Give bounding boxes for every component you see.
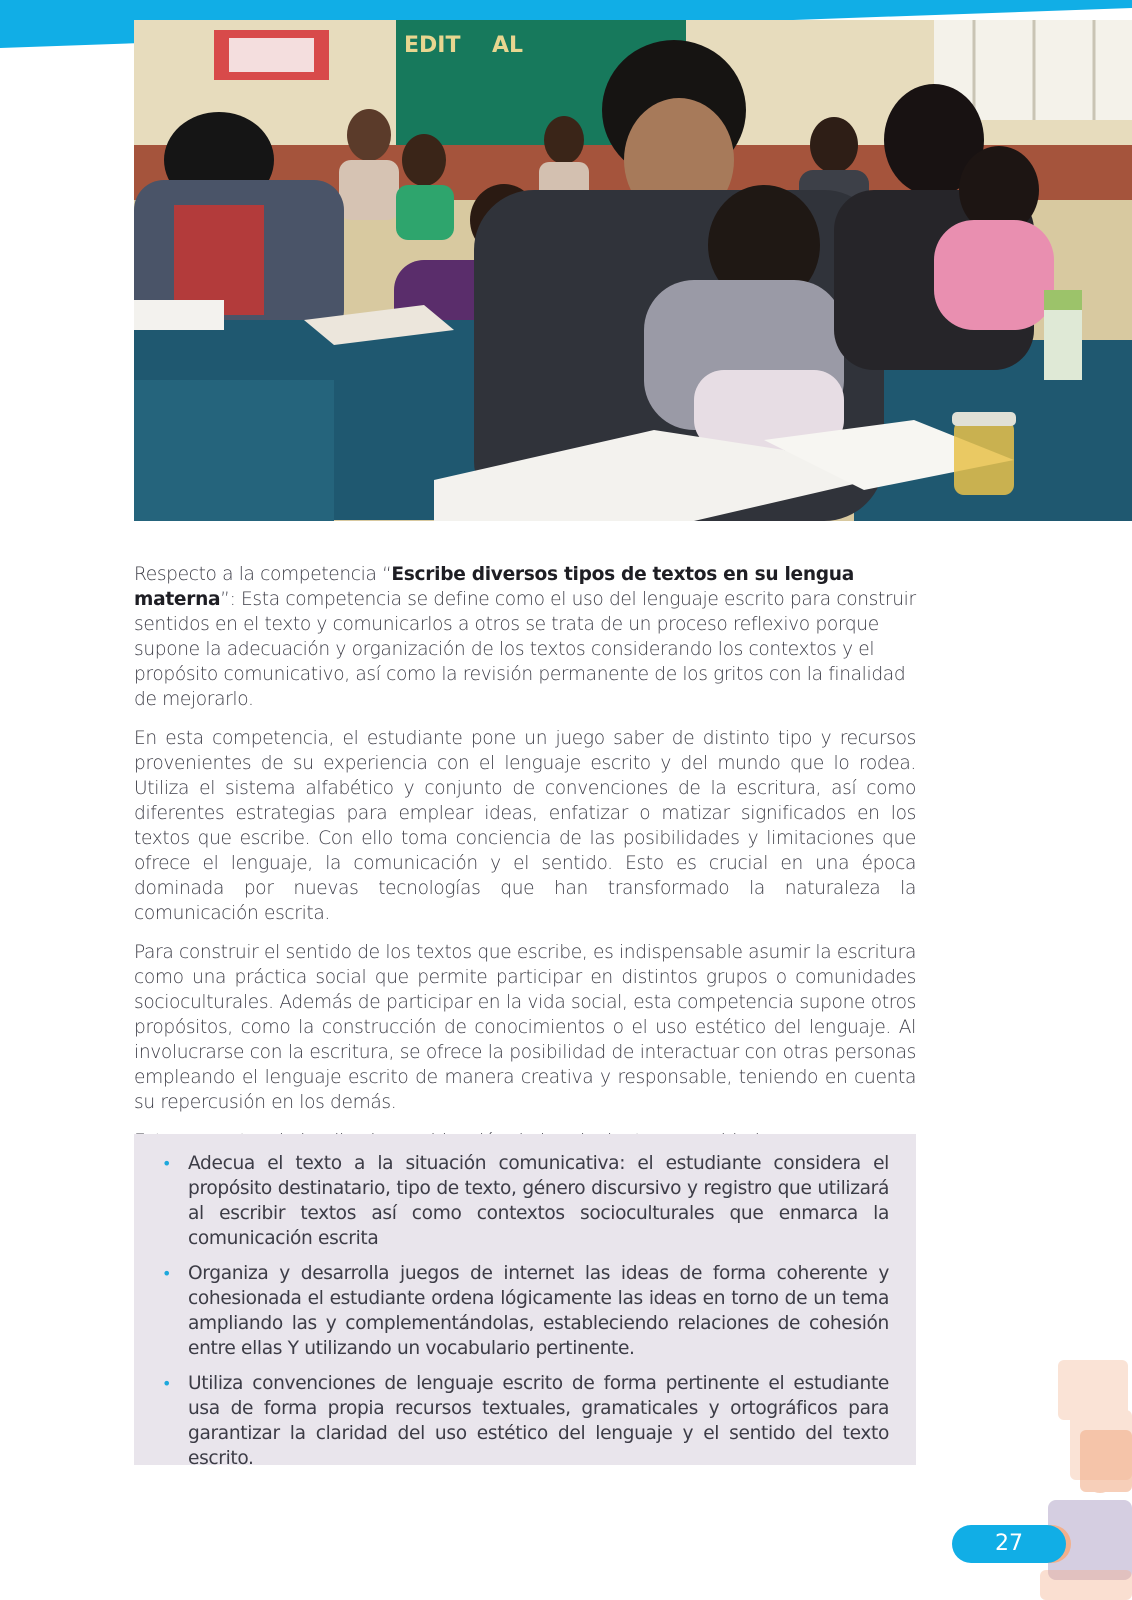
list-item-text: Organiza y desarrolla juegos de internet las ideas de forma coherente y cohesionada el estudiante ordena lógicamente las ideas en torno de un tema ampliando las y complementándolas, estableciendo relaciones de cohesión entre ellas Y utilizando un vocabulario pertinente. — [188, 1263, 889, 1359]
bullet-icon: • — [162, 1154, 172, 1173]
capacidades-box — [134, 1134, 916, 1469]
capacidades-list — [134, 1134, 916, 1471]
bullet-icon: • — [162, 1374, 172, 1393]
competencia-title: Escribe diversos tipos de textos en su lengua materna — [134, 564, 854, 610]
main-text — [134, 562, 916, 1168]
puzzle-decoration-icon — [1040, 1350, 1132, 1600]
classroom-photo — [134, 20, 1132, 521]
bullet-icon: • — [162, 1264, 172, 1283]
page-number: 27 — [952, 1525, 1066, 1563]
paragraph-definition: ”: Esta competencia se define como el uso del lenguaje escrito para construir sentidos en el texto y comunicarlos a otros se trata de un proceso reflexivo porque supone la adecuación y organización de los textos considerando los contextos y el propósito comunicativo, así como la revisión permanente de los gritos con la finalidad de mejorarlo. — [134, 589, 916, 710]
list-item-text: Adecua el texto a la situación comunicativa: el estudiante considera el propósito destinatario, tipo de texto, género discursivo y registro que utilizará al escribir textos así como contextos socioculturales que enmarca la comunicación escrita — [188, 1153, 889, 1249]
list-item — [162, 1151, 889, 1251]
paragraph-sentido: Para construir el sentido de los textos que escribe, es indispensable asumir la escritura como una práctica social que permite participar en distintos grupos o comunidades socioculturales. Además de participar en la vida social, esta competencia supone otros propósitos, como la construcción de conocimientos o el uso estético del lenguaje. Al involucrarse con la escritura, se ofrece la posibilidad de interactuar con otras personas empleando el lenguaje escrito de manera creativa y responsable, teniendo en cuenta su repercusión en los demás. — [134, 942, 916, 1113]
paragraph-competencia — [134, 562, 916, 712]
list-item — [162, 1371, 889, 1471]
list-item-text: Utiliza convenciones de lenguaje escrito de forma pertinente el estudiante usa de forma propia recursos textuales, gramaticales y ortográficos para garantizar la claridad del uso estético del lenguaje y el sentido del texto escrito. — [188, 1373, 889, 1469]
svg-text:EDIT: EDIT — [404, 33, 461, 58]
svg-text:AL: AL — [492, 33, 524, 58]
list-item — [162, 1261, 889, 1361]
paragraph-estudiante: En esta competencia, el estudiante pone un juego saber de distinto tipo y recursos provenientes de su experiencia con el lenguaje escrito y del mundo que lo rodea. Utiliza el sistema alfabético y conjunto de convenciones de la escritura, así como diferentes estrategias para emplear ideas, enfatizar o matizar significados en los textos que escribe. Con ello toma conciencia de las posibilidades y limitaciones que ofrece el lenguaje, la comunicación y el sentido. Esto es crucial en una época dominada por nuevas tecnologías que han transformado la naturaleza la comunicación escrita. — [134, 728, 916, 924]
paragraph-intro: Respecto a la competencia “ — [134, 564, 392, 585]
